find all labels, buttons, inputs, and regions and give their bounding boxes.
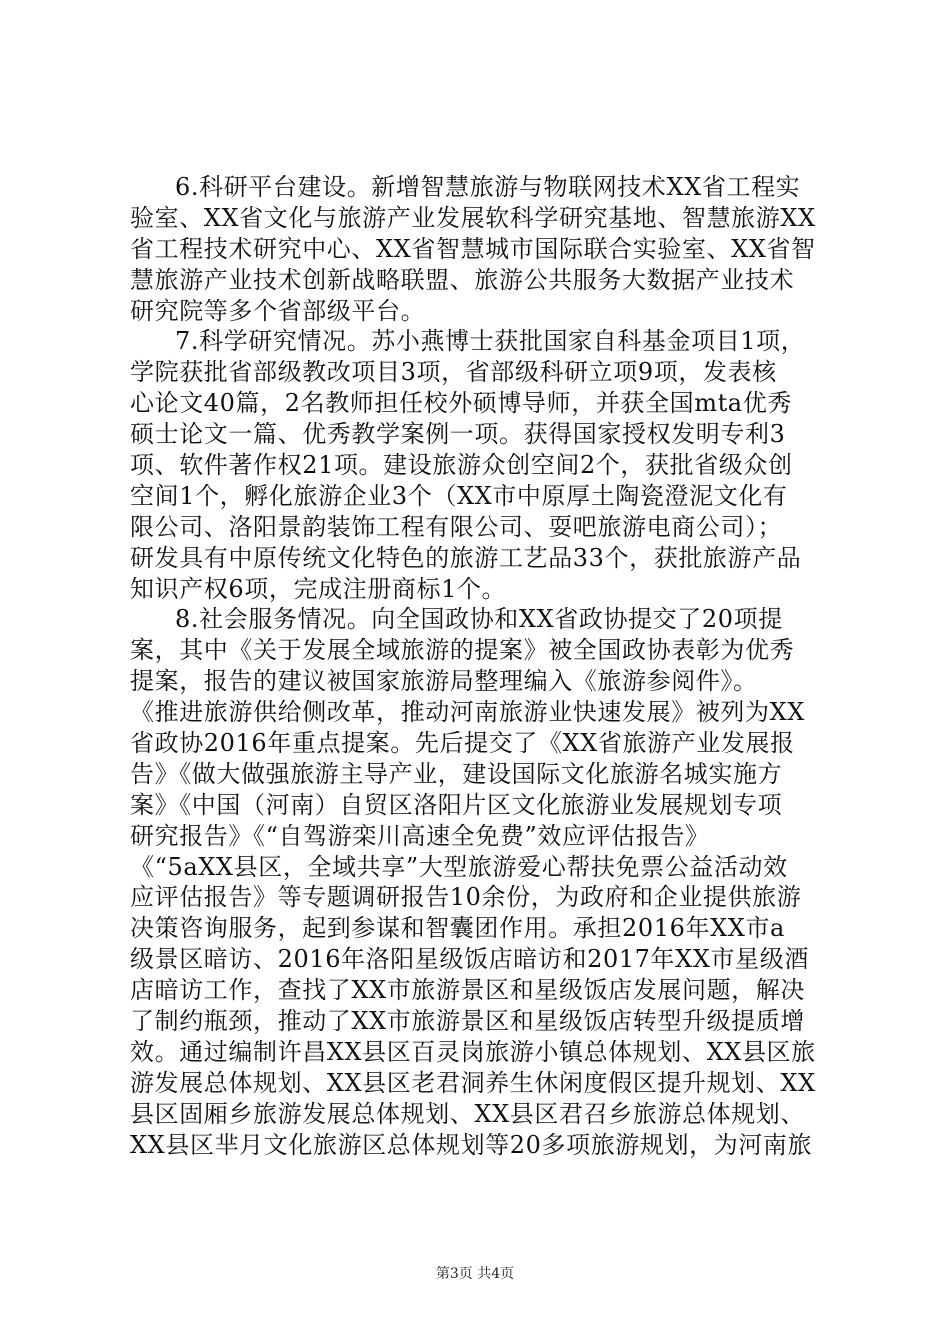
text-line: 应评估报告》等专题调研报告10余份，为政府和企业提供旅游 (130, 883, 802, 912)
text-line: 知识产权6项，完成注册商标1个。 (130, 574, 507, 603)
paragraph-first-line: 8.社会服务情况。向全国政协和XX省政协提交了20项提 (175, 605, 783, 634)
text-line: 省工程技术研究中心、XX省智慧城市国际联合实验室、XX省智 (130, 234, 816, 263)
text-line: 案》《中国（河南）自贸区洛阳片区文化旅游业发展规划专项 (130, 790, 783, 819)
page-footer: 第3页 共4页 (435, 1266, 515, 1282)
paragraph-first-line: 7.科学研究情况。苏小燕博士获批国家自科基金项目1项， (175, 327, 806, 356)
text-line: 提案，报告的建议被国家旅游局整理编入《旅游参阅件》。 (130, 667, 758, 696)
text-line: 效。通过编制许昌XX县区百灵岗旅游小镇总体规划、XX县区旅 (130, 1037, 816, 1066)
text-line: 空间1个，孵化旅游企业3个（XX市中原厚土陶瓷澄泥文化有 (130, 481, 788, 510)
text-line: 项、软件著作权21项。建设旅游众创空间2个，获批省级众创 (130, 451, 793, 480)
text-line: 硕士论文一篇、优秀教学案例一项。获得国家授权发明专利3 (130, 420, 786, 449)
text-line: 级景区暗访、2016年洛阳星级饭店暗访和2017年XX市星级酒 (130, 945, 809, 974)
text-line: 《推进旅游供给侧改革，推动河南旅游业快速发展》被列为XX (130, 698, 805, 727)
text-line: 学院获批省部级教改项目3项，省部级科研立项9项，发表核 (130, 358, 777, 387)
text-line: 《“5aXX县区，全域共享”大型旅游爱心帮扶免票公益活动效 (130, 852, 788, 881)
text-line: 研究院等多个省部级平台。 (130, 296, 426, 325)
text-line: 告》《做大做强旅游主导产业，建设国际文化旅游名城实施方 (130, 759, 783, 788)
text-line: 心论文40篇，2名教师担任校外硕博导师，并获全国mta优秀 (130, 389, 792, 418)
text-line: 店暗访工作，查找了XX市旅游景区和星级饭店发展问题，解决 (130, 976, 805, 1005)
text-line: 慧旅游产业技术创新战略联盟、旅游公共服务大数据产业技术 (130, 265, 795, 294)
text-line: 限公司、洛阳景韵装饰工程有限公司、耍吧旅游电商公司）； (130, 512, 783, 541)
text-line: 省政协2016年重点提案。先后提交了《XX省旅游产业发展报 (130, 729, 795, 758)
text-line: 验室、XX省文化与旅游产业发展软科学研究基地、智慧旅游XX (130, 203, 816, 232)
text-line: 研发具有中原传统文化特色的旅游工艺品33个，获批旅游产品 (130, 543, 802, 572)
text-line: 研究报告》《“自驾游栾川高速全免费”效应评估报告》 (130, 821, 710, 850)
text-line: XX县区芈月文化旅游区总体规划等20多项旅游规划，为河南旅 (130, 1130, 813, 1159)
text-line: 游发展总体规划、XX县区老君洞养生休闲度假区提升规划、XX (130, 1068, 816, 1097)
text-line: 决策咨询服务，起到参谋和智囊团作用。承担2016年XX市a (130, 914, 785, 943)
text-line: 了制约瓶颈，推动了XX市旅游景区和星级饭店转型升级提质增 (130, 1007, 805, 1036)
text-line: 案，其中《关于发展全域旅游的提案》被全国政协表彰为优秀 (130, 636, 795, 665)
paragraph-first-line: 6.科研平台建设。新增智慧旅游与物联网技术XX省工程实 (175, 173, 801, 201)
text-line: 县区固厢乡旅游发展总体规划、XX县区君召乡旅游总体规划、 (130, 1099, 805, 1128)
document-body (130, 172, 830, 1161)
